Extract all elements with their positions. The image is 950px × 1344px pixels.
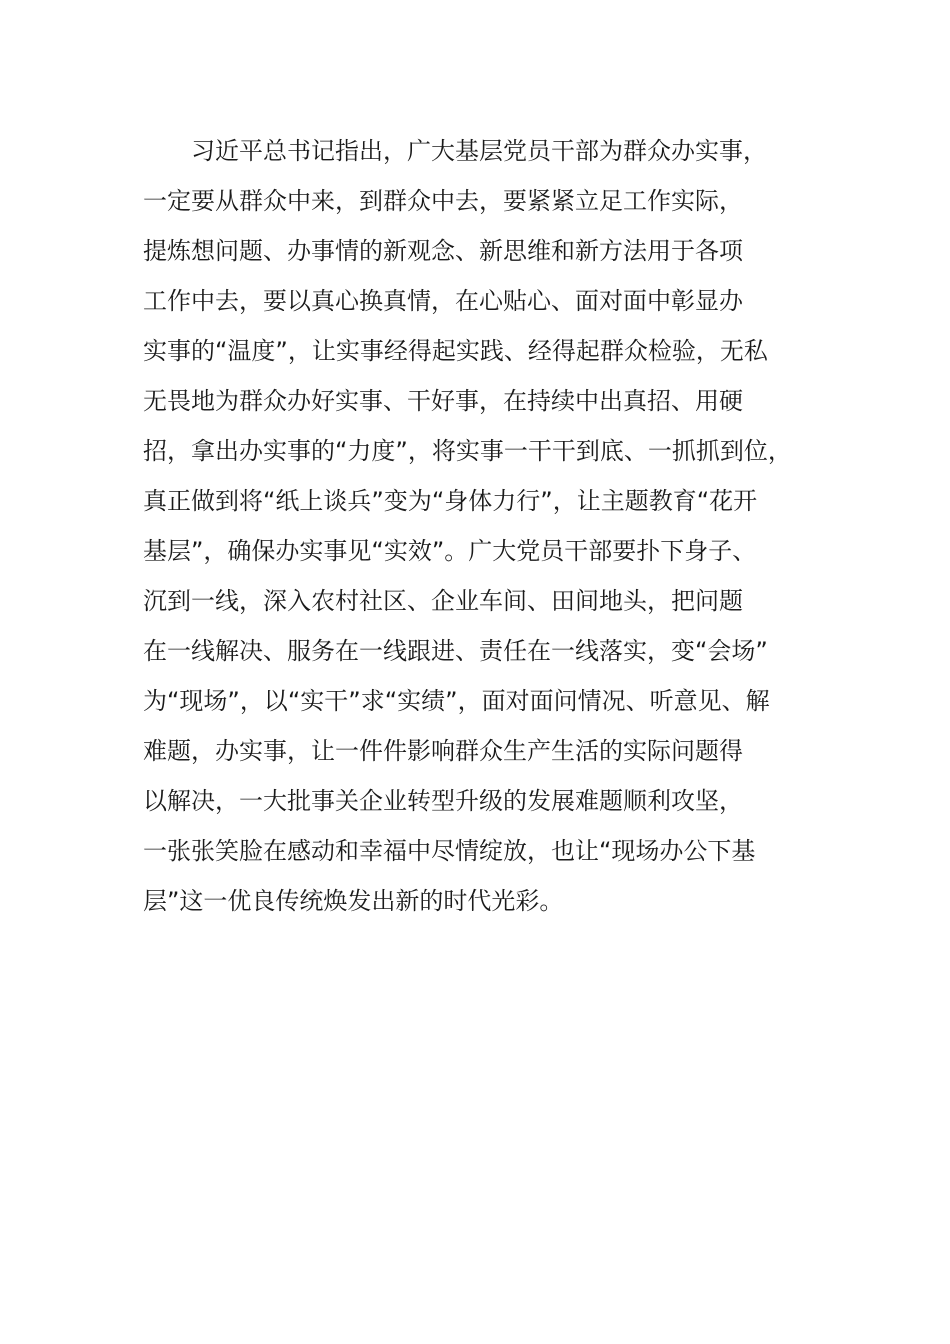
paragraph-line-6: 无畏地为群众办好实事、干好事，在持续中出真招、用硬	[143, 387, 743, 415]
paragraph-line-15: 一张张笑脸在感动和幸福中尽情绽放，也让“现场办公下基	[143, 837, 756, 865]
paragraph-line-1: 习近平总书记指出，广大基层党员干部为群众办实事，	[143, 137, 767, 165]
paragraph-line-13: 难题，办实事，让一件件影响群众生产生活的实际问题得	[143, 737, 743, 765]
body-paragraph	[143, 126, 833, 926]
paragraph-line-4: 工作中去，要以真心换真情，在心贴心、面对面中彰显办	[143, 287, 743, 315]
paragraph-line-7: 招，拿出办实事的“力度”，将实事一干干到底、一抓抓到位，	[143, 437, 792, 465]
paragraph-line-10: 沉到一线，深入农村社区、企业车间、田间地头，把问题	[143, 587, 743, 615]
paragraph-line-8: 真正做到将“纸上谈兵”变为“身体力行”，让主题教育“花开	[143, 487, 758, 515]
paragraph-line-12: 为“现场”，以“实干”求“实绩”，面对面问情况、听意见、解	[143, 687, 770, 715]
paragraph-line-9: 基层”，确保办实事见“实效”。广大党员干部要扑下身子、	[143, 537, 757, 565]
paragraph-line-16: 层”这一优良传统焕发出新的时代光彩。	[143, 887, 564, 915]
paragraph-line-14: 以解决，一大批事关企业转型升级的发展难题顺利攻坚，	[143, 787, 743, 815]
paragraph-line-3: 提炼想问题、办事情的新观念、新思维和新方法用于各项	[143, 237, 743, 265]
paragraph-line-11: 在一线解决、服务在一线跟进、责任在一线落实，变“会场”	[143, 637, 768, 665]
paragraph-line-5: 实事的“温度”，让实事经得起实践、经得起群众检验，无私	[143, 337, 768, 365]
paragraph-line-2: 一定要从群众中来，到群众中去，要紧紧立足工作实际，	[143, 187, 743, 215]
